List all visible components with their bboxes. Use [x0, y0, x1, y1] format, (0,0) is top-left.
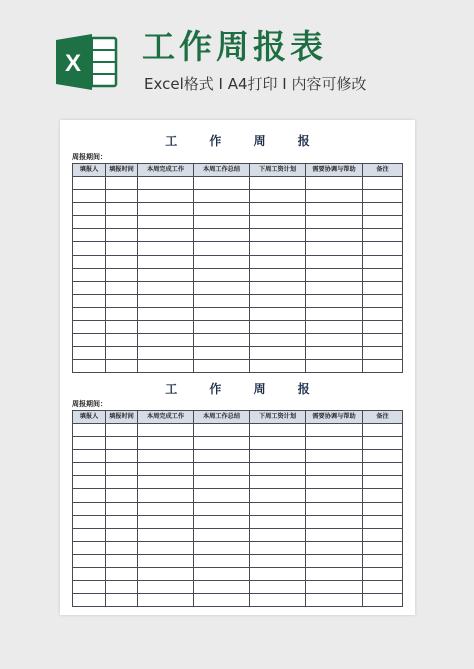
table-cell[interactable]	[106, 216, 138, 229]
table-row	[73, 242, 403, 255]
table-cell[interactable]	[138, 203, 194, 216]
table-cell[interactable]	[106, 489, 138, 502]
table-cell[interactable]	[306, 476, 363, 489]
table-cell[interactable]	[73, 541, 106, 554]
table-row	[73, 321, 403, 334]
column-header: 填报时间	[106, 411, 138, 424]
table-cell[interactable]	[73, 581, 106, 594]
table-cell[interactable]	[73, 190, 106, 203]
table-row	[73, 216, 403, 229]
table-cell[interactable]	[250, 347, 306, 360]
table-cell[interactable]	[73, 268, 106, 281]
table-cell[interactable]	[73, 294, 106, 307]
table-cell[interactable]	[138, 334, 194, 347]
table-cell[interactable]	[363, 581, 403, 594]
column-header: 本周完成工作	[138, 164, 194, 177]
table-cell[interactable]	[363, 463, 403, 476]
table-cell[interactable]	[73, 450, 106, 463]
table-cell[interactable]	[194, 216, 250, 229]
table-cell[interactable]	[306, 347, 363, 360]
table-cell[interactable]	[194, 437, 250, 450]
table-cell[interactable]	[73, 216, 106, 229]
table-row	[73, 281, 403, 294]
table-cell[interactable]	[250, 568, 306, 581]
table-row	[73, 437, 403, 450]
table-cell[interactable]	[106, 554, 138, 567]
table-cell[interactable]	[194, 268, 250, 281]
table-row	[73, 190, 403, 203]
table-cell[interactable]	[306, 255, 363, 268]
table-cell[interactable]	[73, 463, 106, 476]
template-banner	[0, 0, 474, 110]
table-cell[interactable]	[73, 502, 106, 515]
table-cell[interactable]	[194, 568, 250, 581]
table-row	[73, 541, 403, 554]
table-cell[interactable]	[106, 177, 138, 190]
table-cell[interactable]	[250, 594, 306, 607]
table-cell[interactable]	[73, 242, 106, 255]
table-cell[interactable]	[106, 190, 138, 203]
column-header: 填报人	[73, 164, 106, 177]
table-cell[interactable]	[73, 347, 106, 360]
report-table	[72, 410, 403, 607]
table-cell[interactable]	[138, 190, 194, 203]
table-cell[interactable]	[106, 294, 138, 307]
table-cell[interactable]	[106, 528, 138, 541]
table-cell[interactable]	[73, 255, 106, 268]
table-cell[interactable]	[73, 568, 106, 581]
column-header: 本周工作总结	[194, 164, 250, 177]
table-cell[interactable]	[306, 502, 363, 515]
table-cell[interactable]	[363, 229, 403, 242]
table-cell[interactable]	[250, 334, 306, 347]
table-cell[interactable]	[194, 476, 250, 489]
table-cell[interactable]	[250, 229, 306, 242]
table-cell[interactable]	[106, 437, 138, 450]
table-cell[interactable]	[363, 594, 403, 607]
table-row	[73, 489, 403, 502]
table-cell[interactable]	[250, 242, 306, 255]
table-row	[73, 255, 403, 268]
excel-icon	[52, 28, 120, 96]
table-cell[interactable]	[138, 554, 194, 567]
table-cell[interactable]	[73, 203, 106, 216]
table-cell[interactable]	[73, 515, 106, 528]
table-row	[73, 554, 403, 567]
table-cell[interactable]	[250, 437, 306, 450]
table-cell[interactable]	[306, 281, 363, 294]
table-cell[interactable]	[138, 268, 194, 281]
table-cell[interactable]	[363, 347, 403, 360]
table-cell[interactable]	[194, 528, 250, 541]
table-cell[interactable]	[363, 281, 403, 294]
table-cell[interactable]	[250, 424, 306, 437]
period-label: 周报期间：	[72, 400, 107, 408]
table-cell[interactable]	[194, 229, 250, 242]
table-cell[interactable]	[250, 190, 306, 203]
table-header-row	[73, 411, 403, 424]
table-cell[interactable]	[250, 281, 306, 294]
weekly-report-block	[60, 368, 415, 615]
table-cell[interactable]	[138, 347, 194, 360]
table-cell[interactable]	[106, 581, 138, 594]
table-cell[interactable]	[363, 437, 403, 450]
table-row	[73, 229, 403, 242]
table-cell[interactable]	[138, 450, 194, 463]
table-cell[interactable]	[194, 294, 250, 307]
weekly-report-block	[60, 120, 415, 370]
table-cell[interactable]	[194, 321, 250, 334]
table-cell[interactable]	[138, 568, 194, 581]
table-cell[interactable]	[106, 281, 138, 294]
table-cell[interactable]	[363, 294, 403, 307]
table-cell[interactable]	[73, 489, 106, 502]
table-cell[interactable]	[363, 307, 403, 320]
table-cell[interactable]	[306, 229, 363, 242]
table-cell[interactable]	[138, 216, 194, 229]
table-cell[interactable]	[250, 528, 306, 541]
table-cell[interactable]	[138, 229, 194, 242]
table-cell[interactable]	[138, 437, 194, 450]
table-cell[interactable]	[306, 568, 363, 581]
table-cell[interactable]	[106, 476, 138, 489]
table-cell[interactable]	[250, 450, 306, 463]
table-header-row	[73, 164, 403, 177]
table-cell[interactable]	[73, 321, 106, 334]
table-cell[interactable]	[250, 321, 306, 334]
column-header: 本周工作总结	[194, 411, 250, 424]
table-cell[interactable]	[306, 216, 363, 229]
table-cell[interactable]	[250, 216, 306, 229]
table-row	[73, 568, 403, 581]
table-cell[interactable]	[306, 190, 363, 203]
table-cell[interactable]	[73, 437, 106, 450]
table-cell[interactable]	[138, 528, 194, 541]
table-row	[73, 581, 403, 594]
table-cell[interactable]	[106, 568, 138, 581]
table-cell[interactable]	[106, 268, 138, 281]
table-cell[interactable]	[363, 321, 403, 334]
table-cell[interactable]	[138, 281, 194, 294]
table-cell[interactable]	[363, 554, 403, 567]
table-row	[73, 334, 403, 347]
table-row	[73, 502, 403, 515]
column-header: 填报时间	[106, 164, 138, 177]
table-cell[interactable]	[138, 255, 194, 268]
table-cell[interactable]	[306, 424, 363, 437]
table-cell[interactable]	[363, 242, 403, 255]
table-row	[73, 594, 403, 607]
table-cell[interactable]	[106, 255, 138, 268]
table-row	[73, 515, 403, 528]
table-row	[73, 177, 403, 190]
banner-subtitle: Excel格式 I A4打印 I 内容可修改	[144, 75, 367, 93]
table-cell[interactable]	[194, 307, 250, 320]
table-cell[interactable]	[363, 334, 403, 347]
table-cell[interactable]	[106, 541, 138, 554]
table-cell[interactable]	[250, 541, 306, 554]
table-cell[interactable]	[138, 489, 194, 502]
table-cell[interactable]	[363, 450, 403, 463]
table-cell[interactable]	[194, 489, 250, 502]
table-cell[interactable]	[138, 177, 194, 190]
table-cell[interactable]	[306, 594, 363, 607]
report-title: 工 作 周 报	[165, 382, 324, 396]
table-cell[interactable]	[73, 554, 106, 567]
period-label: 周报期间：	[72, 153, 107, 161]
table-row	[73, 450, 403, 463]
table-cell[interactable]	[194, 203, 250, 216]
table-cell[interactable]	[306, 203, 363, 216]
column-header: 需要协调与帮助	[306, 164, 363, 177]
table-cell[interactable]	[250, 515, 306, 528]
table-row	[73, 307, 403, 320]
table-cell[interactable]	[306, 268, 363, 281]
report-title: 工 作 周 报	[165, 134, 324, 148]
svg-text:X: X	[64, 50, 82, 77]
table-cell[interactable]	[250, 307, 306, 320]
table-cell[interactable]	[363, 515, 403, 528]
table-cell[interactable]	[306, 541, 363, 554]
table-cell[interactable]	[138, 463, 194, 476]
table-cell[interactable]	[250, 502, 306, 515]
table-cell[interactable]	[138, 515, 194, 528]
table-cell[interactable]	[306, 463, 363, 476]
table-row	[73, 424, 403, 437]
table-cell[interactable]	[73, 334, 106, 347]
table-cell[interactable]	[306, 528, 363, 541]
table-cell[interactable]	[106, 321, 138, 334]
column-header: 填报人	[73, 411, 106, 424]
column-header: 备注	[363, 411, 403, 424]
column-header: 下周工资计划	[250, 164, 306, 177]
table-cell[interactable]	[194, 177, 250, 190]
table-row	[73, 294, 403, 307]
table-cell[interactable]	[194, 255, 250, 268]
table-cell[interactable]	[306, 242, 363, 255]
table-cell[interactable]	[138, 594, 194, 607]
column-header: 下周工资计划	[250, 411, 306, 424]
table-cell[interactable]	[306, 334, 363, 347]
table-cell[interactable]	[306, 321, 363, 334]
table-cell[interactable]	[306, 307, 363, 320]
table-cell[interactable]	[106, 594, 138, 607]
column-header: 备注	[363, 164, 403, 177]
table-cell[interactable]	[138, 294, 194, 307]
table-cell[interactable]	[250, 463, 306, 476]
table-cell[interactable]	[73, 177, 106, 190]
table-cell[interactable]	[194, 190, 250, 203]
table-body	[73, 177, 403, 373]
table-cell[interactable]	[306, 554, 363, 567]
table-cell[interactable]	[194, 463, 250, 476]
table-cell[interactable]	[306, 437, 363, 450]
table-cell[interactable]	[194, 594, 250, 607]
table-row	[73, 203, 403, 216]
table-cell[interactable]	[194, 541, 250, 554]
table-cell[interactable]	[138, 321, 194, 334]
table-cell[interactable]	[106, 515, 138, 528]
table-cell[interactable]	[138, 541, 194, 554]
table-cell[interactable]	[250, 476, 306, 489]
table-cell[interactable]	[363, 255, 403, 268]
document-page	[60, 120, 415, 615]
table-cell[interactable]	[138, 307, 194, 320]
table-row	[73, 476, 403, 489]
table-cell[interactable]	[306, 177, 363, 190]
table-cell[interactable]	[73, 229, 106, 242]
table-cell[interactable]	[138, 502, 194, 515]
table-cell[interactable]	[106, 502, 138, 515]
table-cell[interactable]	[106, 334, 138, 347]
report-table	[72, 163, 403, 373]
table-cell[interactable]	[363, 216, 403, 229]
table-cell[interactable]	[363, 424, 403, 437]
table-cell[interactable]	[194, 242, 250, 255]
table-cell[interactable]	[73, 528, 106, 541]
table-cell[interactable]	[106, 424, 138, 437]
table-cell[interactable]	[194, 581, 250, 594]
table-cell[interactable]	[363, 268, 403, 281]
table-cell[interactable]	[363, 541, 403, 554]
table-row	[73, 463, 403, 476]
table-cell[interactable]	[106, 347, 138, 360]
table-cell[interactable]	[250, 255, 306, 268]
table-cell[interactable]	[73, 476, 106, 489]
table-cell[interactable]	[306, 489, 363, 502]
table-row	[73, 528, 403, 541]
table-cell[interactable]	[138, 424, 194, 437]
table-cell[interactable]	[363, 203, 403, 216]
table-row	[73, 347, 403, 360]
table-cell[interactable]	[363, 476, 403, 489]
table-cell[interactable]	[138, 476, 194, 489]
table-cell[interactable]	[106, 450, 138, 463]
table-cell[interactable]	[194, 515, 250, 528]
table-cell[interactable]	[73, 307, 106, 320]
banner-title: 工作周报表	[142, 27, 327, 66]
table-body	[73, 424, 403, 607]
table-cell[interactable]	[194, 554, 250, 567]
column-header: 需要协调与帮助	[306, 411, 363, 424]
table-cell[interactable]	[363, 177, 403, 190]
table-cell[interactable]	[73, 594, 106, 607]
table-cell[interactable]	[250, 489, 306, 502]
table-cell[interactable]	[138, 242, 194, 255]
table-cell[interactable]	[106, 242, 138, 255]
table-cell[interactable]	[250, 294, 306, 307]
table-cell[interactable]	[363, 528, 403, 541]
table-cell[interactable]	[106, 307, 138, 320]
table-cell[interactable]	[250, 554, 306, 567]
table-cell[interactable]	[73, 424, 106, 437]
table-cell[interactable]	[194, 347, 250, 360]
table-cell[interactable]	[194, 334, 250, 347]
column-header: 本周完成工作	[138, 411, 194, 424]
table-cell[interactable]	[250, 203, 306, 216]
table-cell[interactable]	[363, 502, 403, 515]
table-row	[73, 268, 403, 281]
table-cell[interactable]	[106, 463, 138, 476]
table-cell[interactable]	[306, 450, 363, 463]
table-cell[interactable]	[306, 581, 363, 594]
table-cell[interactable]	[363, 190, 403, 203]
table-cell[interactable]	[73, 281, 106, 294]
table-cell[interactable]	[194, 502, 250, 515]
table-cell[interactable]	[306, 294, 363, 307]
table-cell[interactable]	[106, 203, 138, 216]
table-cell[interactable]	[306, 515, 363, 528]
table-cell[interactable]	[194, 281, 250, 294]
table-cell[interactable]	[363, 568, 403, 581]
table-cell[interactable]	[106, 229, 138, 242]
table-cell[interactable]	[194, 450, 250, 463]
table-cell[interactable]	[194, 424, 250, 437]
table-cell[interactable]	[250, 268, 306, 281]
table-cell[interactable]	[250, 581, 306, 594]
table-cell[interactable]	[250, 177, 306, 190]
table-cell[interactable]	[138, 581, 194, 594]
table-cell[interactable]	[363, 489, 403, 502]
